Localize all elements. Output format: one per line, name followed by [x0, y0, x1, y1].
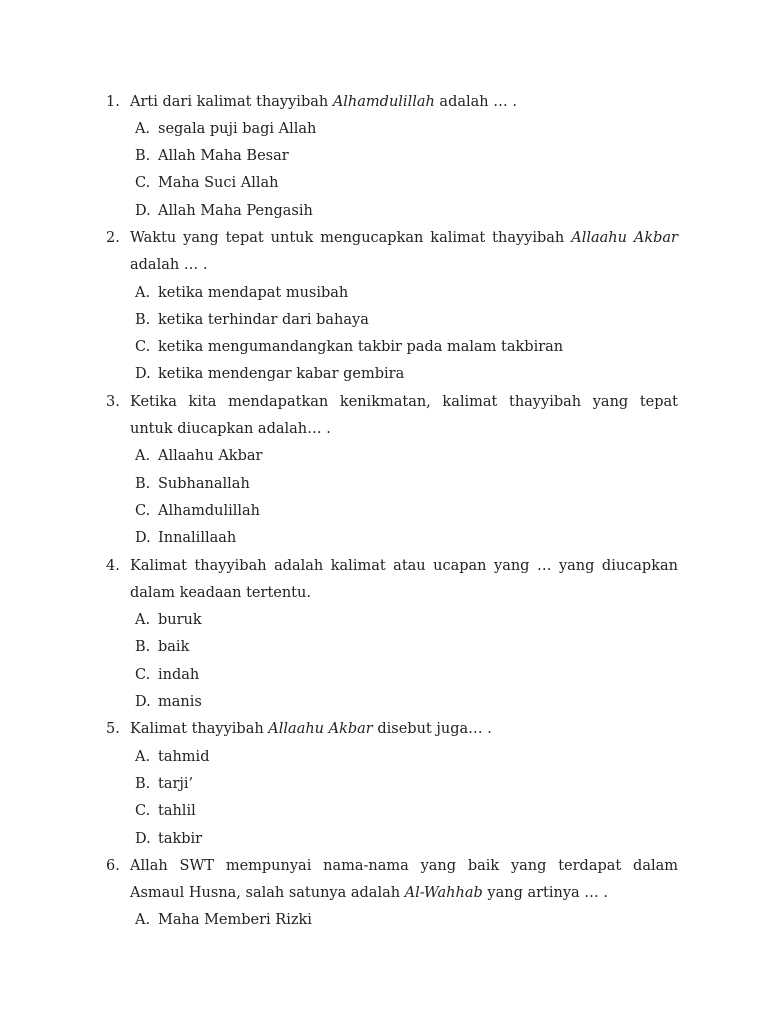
- answer-option: [0, 498, 768, 525]
- text-segment: adalah … .: [130, 257, 208, 274]
- question-text: [130, 252, 678, 279]
- answer-option: [0, 689, 768, 716]
- answer-option: [0, 798, 768, 825]
- option-text: tarji’: [158, 775, 194, 792]
- answer-option: [0, 143, 768, 170]
- option-label: A.: [135, 284, 151, 301]
- question-text: [130, 580, 678, 607]
- answer-option: [0, 907, 768, 934]
- option-label: B.: [135, 639, 151, 656]
- text-segment: Arti dari kalimat thayyibah: [130, 93, 333, 110]
- question-number: 6.: [106, 857, 120, 874]
- option-text: Allah Maha Besar: [158, 148, 289, 165]
- italic-term: Allaahu Akbar: [268, 721, 373, 738]
- text-segment: Allah SWT mempunyai nama-nama yang baik yang terdapat dalam: [130, 857, 678, 874]
- question-item: [0, 389, 768, 553]
- text-segment: Waktu yang tepat untuk mengucapkan kalimat thayyibah: [130, 230, 572, 246]
- question-text: [130, 716, 678, 743]
- option-label: C.: [135, 666, 151, 683]
- question-line: [0, 389, 768, 416]
- option-text: Alhamdulillah: [158, 502, 260, 519]
- question-text: [130, 553, 678, 580]
- option-text: Maha Memberi Rizki: [158, 912, 312, 929]
- option-text: Innalillaah: [158, 530, 237, 547]
- question-line: [0, 880, 768, 907]
- option-label: B.: [135, 311, 151, 328]
- option-label: A.: [135, 448, 151, 465]
- option-label: D.: [135, 366, 151, 383]
- option-label: B.: [135, 475, 151, 492]
- option-text: Subhanallah: [158, 475, 250, 492]
- answer-option: [0, 525, 768, 552]
- answer-option: [0, 471, 768, 498]
- option-text: segala puji bagi Allah: [158, 120, 317, 137]
- question-number: 5.: [106, 721, 120, 738]
- option-text: tahlil: [158, 803, 196, 820]
- option-label: B.: [135, 148, 151, 165]
- text-segment: adalah … .: [434, 93, 517, 110]
- question-number: 1.: [106, 93, 120, 110]
- question-line: [0, 416, 768, 443]
- question-number: 3.: [106, 393, 120, 410]
- italic-term: Al-Wahhab: [404, 885, 483, 902]
- option-text: ketika mengumandangkan takbir pada malam takbiran: [158, 339, 564, 356]
- option-text: Allah Maha Pengasih: [158, 202, 313, 219]
- option-text: baik: [158, 639, 190, 656]
- question-line: [0, 553, 768, 580]
- option-label: D.: [135, 830, 151, 847]
- answer-option: [0, 361, 768, 388]
- option-label: C.: [135, 803, 151, 820]
- answer-option: [0, 607, 768, 634]
- option-text: manis: [158, 694, 202, 711]
- text-segment: dalam keadaan tertentu.: [130, 584, 311, 601]
- option-label: C.: [135, 339, 151, 356]
- text-segment: Asmaul Husna, salah satunya adalah: [130, 885, 405, 902]
- answer-option: [0, 170, 768, 197]
- question-item: [0, 553, 768, 717]
- question-line: [0, 716, 768, 743]
- option-text: ketika mendapat musibah: [158, 284, 349, 301]
- option-text: Allaahu Akbar: [158, 448, 263, 465]
- answer-option: [0, 443, 768, 470]
- question-line: [0, 580, 768, 607]
- question-item: [0, 716, 768, 852]
- question-line: [0, 89, 768, 116]
- question-line: [0, 252, 768, 279]
- question-item: [0, 89, 768, 225]
- answer-option: [0, 662, 768, 689]
- option-text: ketika terhindar dari bahaya: [158, 311, 369, 328]
- question-text: [130, 225, 678, 252]
- option-label: D.: [135, 694, 151, 711]
- option-label: C.: [135, 502, 151, 519]
- option-text: Maha Suci Allah: [158, 175, 279, 192]
- text-segment: Kalimat thayyibah: [130, 721, 269, 738]
- answer-option: [0, 334, 768, 361]
- answer-option: [0, 634, 768, 661]
- option-text: takbir: [158, 830, 203, 847]
- question-text: [130, 416, 678, 443]
- answer-option: [0, 116, 768, 143]
- answer-option: [0, 826, 768, 853]
- answer-option: [0, 771, 768, 798]
- option-label: A.: [135, 612, 151, 629]
- text-segment: untuk diucapkan adalah… .: [130, 421, 331, 438]
- option-text: tahmid: [158, 748, 210, 765]
- answer-option: [0, 198, 768, 225]
- text-segment: Kalimat thayyibah adalah kalimat atau ucapan yang … yang diucapkan: [130, 557, 678, 574]
- question-line: [0, 853, 768, 880]
- answer-option: [0, 744, 768, 771]
- option-label: D.: [135, 530, 151, 547]
- question-item: [0, 853, 768, 935]
- question-text: [130, 853, 678, 880]
- question-number: 4.: [106, 557, 120, 574]
- answer-option: [0, 280, 768, 307]
- question-line: [0, 225, 768, 252]
- question-number: 2.: [106, 230, 120, 246]
- option-label: A.: [135, 912, 151, 929]
- option-label: A.: [135, 120, 151, 137]
- question-text: [130, 880, 678, 907]
- option-text: indah: [158, 666, 200, 683]
- question-text: [130, 389, 678, 416]
- option-text: buruk: [158, 612, 202, 629]
- option-label: D.: [135, 202, 151, 219]
- question-item: [0, 225, 768, 389]
- question-text: [130, 89, 678, 116]
- text-segment: Ketika kita mendapatkan kenikmatan, kalimat thayyibah yang tepat: [130, 393, 678, 410]
- text-segment: disebut juga… .: [372, 721, 492, 738]
- option-label: B.: [135, 775, 151, 792]
- option-label: C.: [135, 175, 151, 192]
- italic-term: Allaahu Akbar: [571, 230, 678, 246]
- answer-option: [0, 307, 768, 334]
- italic-term: Alhamdulillah: [332, 93, 435, 110]
- option-label: A.: [135, 748, 151, 765]
- text-segment: yang artinya … .: [482, 885, 608, 902]
- option-text: ketika mendengar kabar gembira: [158, 366, 405, 383]
